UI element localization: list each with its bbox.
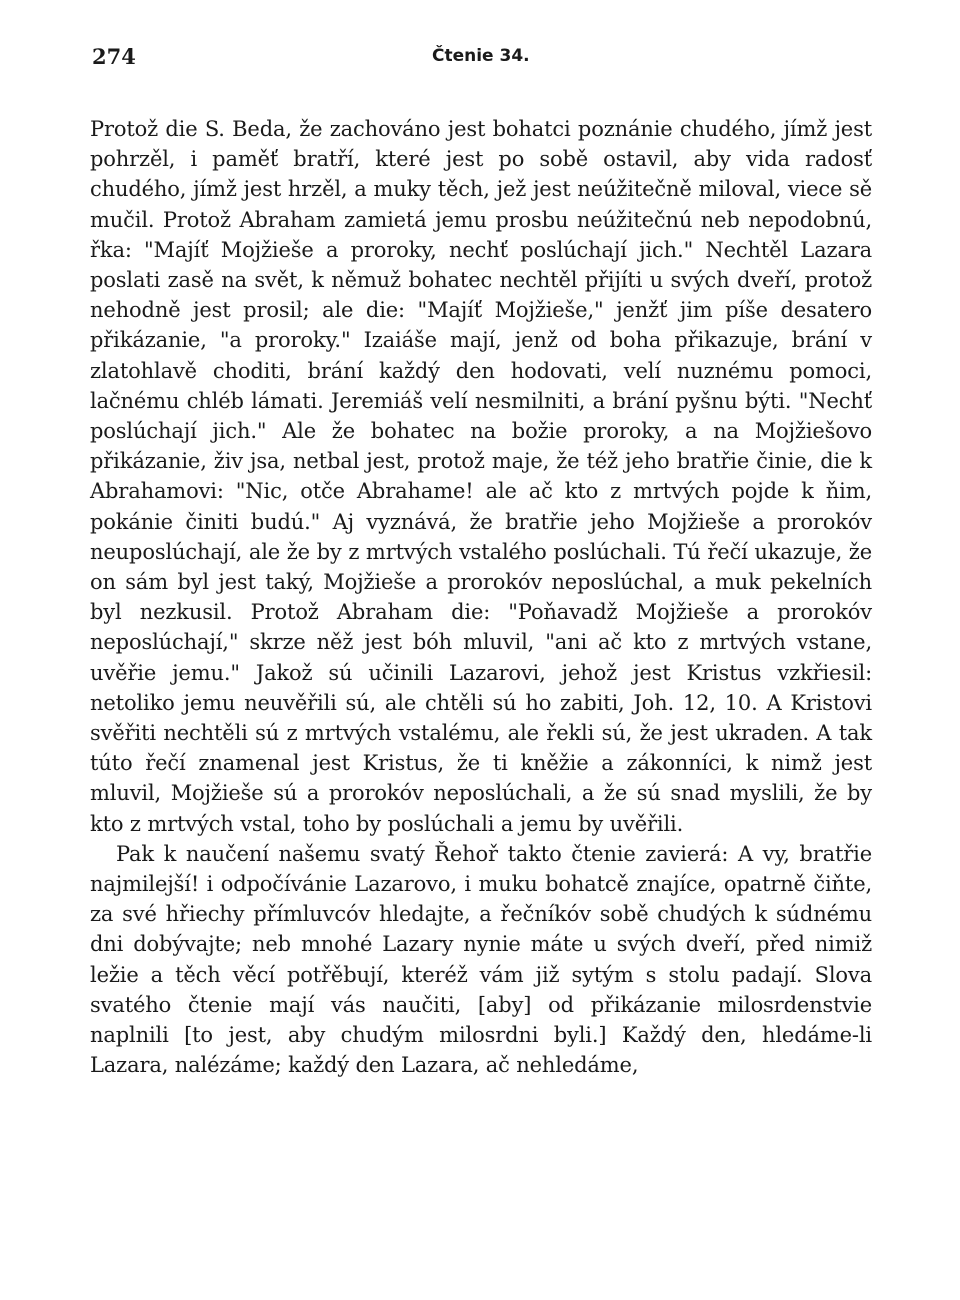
page-header — [92, 44, 872, 74]
paragraph: Protož die S. Beda, že zachováno jest bohatci poznánie chudého, jímž jest pohrzěl, i paměť bratří, které jest po sobě ostavil, aby vida radosť chudého, jímž jest hrzěl, a muky těch, jež jest neúžitečně miloval, viece sě mučil. Protož Abraham zamietá jemu prosbu neúžitečnú neb nepodobnú, řka: "Majíť Mojžieše a proroky, nechť poslúchají jich." Nechtěl Lazara poslati zasě na svět, k němuž bohatec nechtěl přijíti u svých dveří, protož nehodně jest prosil; ale die: "Majíť Mojžieše," jenžť jim píše desatero přikázanie, "a proroky." Izaiáše mají, jenž od boha přikazuje, brání v zlatohlavě choditi, brání každý den hodovati, velí nuznému pomoci, lačnému chléb lámati. Jeremiáš velí nesmilniti, a brání pyšnu býti. "Nechť poslúchají jich." Ale že bohatec na božie proroky, a na Mojžiešovo přikázanie, živ jsa, netbal jest, protož maje, že též jeho bratřie činie, die k Abrahamovi: "Nic, otče Abrahame! ale ač kto z mrtvých pojde k ňim, pokánie činiti budú." Aj vyznává, že bratřie jeho Mojžieše a prorokóv neuposlúchají, ale že by z mrtvých vstalého poslúchali. Tú řečí ukazuje, že on sám byl jest taký, Mojžieše a prorokóv neposlúchal, a muk pekelních byl nezkusil. Protož Abraham die: "Poňavadž Mojžieše a prorokóv neposlúchají," skrze něž jest bóh mluvil, "ani ač kto z mrtvých vstane, uvěřie jemu." Jakož sú učinili Lazarovi, jehož jest Kristus vzkřiesil: netoliko jemu neuvěřili sú, ale chtěli sú ho zabiti, Joh. 12, 10. A Kristovi svěřiti nechtěli sú z mrtvých vstalému, ale řekli sú, že jest ukraden. A tak túto řečí znamenal jest Kristus, že ti kněžie a zákonníci, k nimž jest mluvil, Mojžieše sú a prorokóv neposlúchali, a že sú snad myslili, že by kto z mrtvých vstal, toho by poslúchali a jemu by uvěřili. — [90, 117, 872, 836]
body-text — [90, 114, 872, 1081]
page-number: 274 — [92, 44, 136, 69]
running-title: Čtenie 34. — [432, 46, 530, 66]
paragraph: Pak k naučení našemu svatý Řehoř takto čtenie zavierá: A vy, bratřie najmilejší! i odpočívánie Lazarovo, i muku bohatcě znajíce, opatrně čiňte, za své hřiechy přímluvcóv hledajte, a řečníkóv sobě chudých k súdnému dni dobývajte; neb mnohé Lazary nynie máte u svých dveří, před nimiž ležie a těch věcí potřěbují, kteréž vám již sytým s stolu padají. Slova svatého čtenie mají vás naučiti, [aby] od přikázanie milosrdenstvie naplnili [to jest, aby chudým milosrdni byli.] Každý den, hledáme-li Lazara, nalézáme; každý den Lazara, ač nehledáme, — [90, 841, 872, 1078]
